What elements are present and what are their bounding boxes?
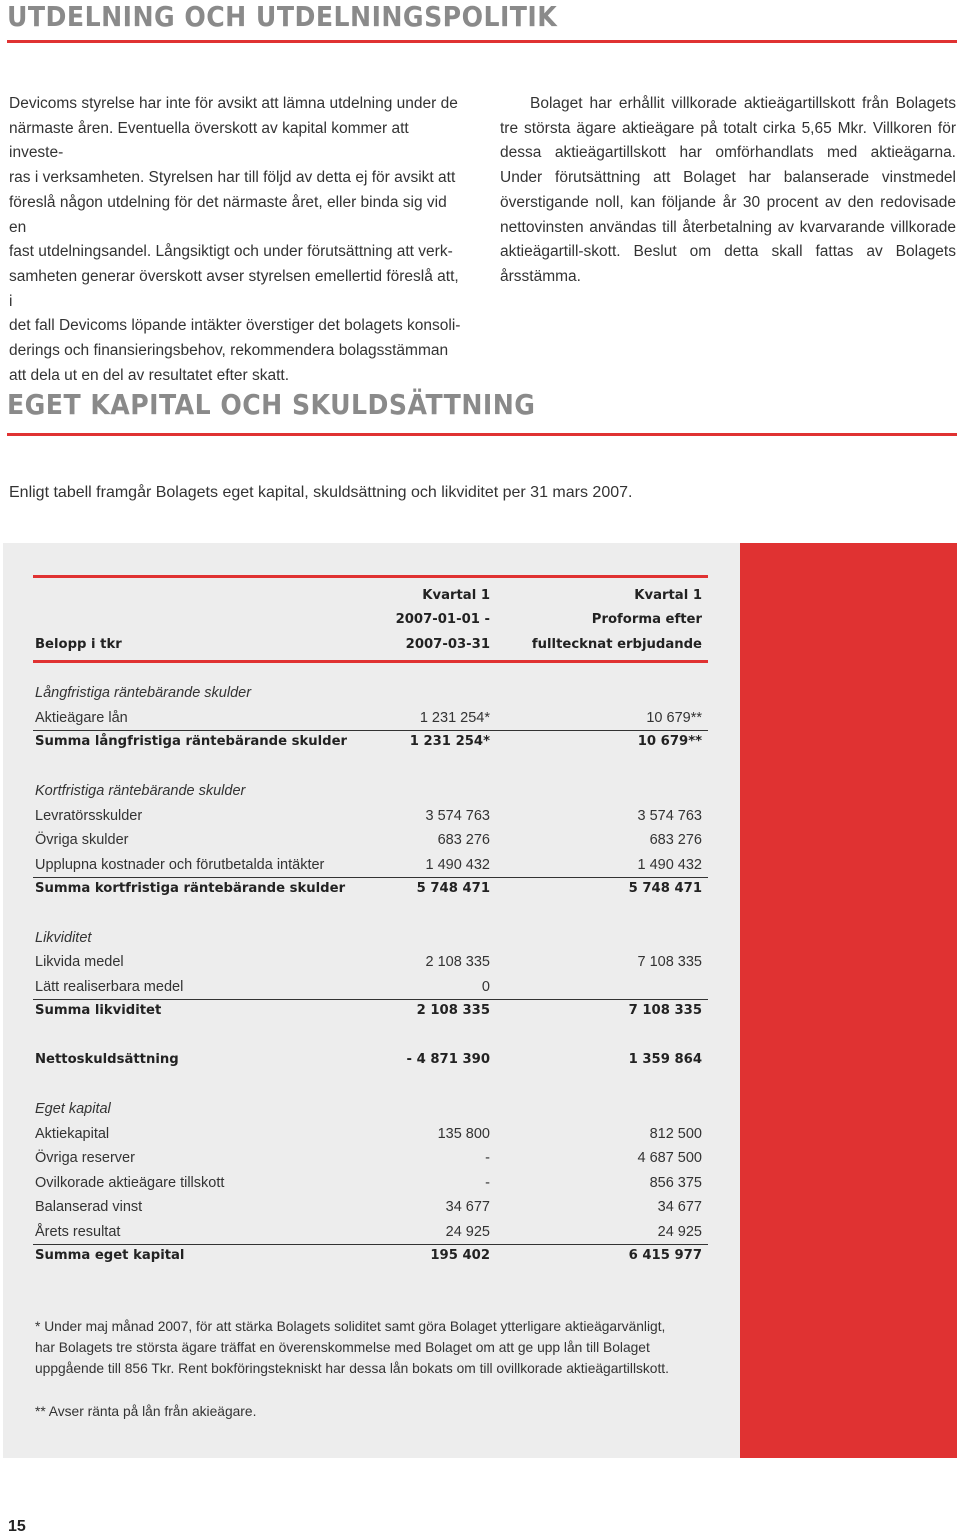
footnote-interest: ** Avser ränta på lån från akieägare. (35, 1404, 257, 1419)
sum-value: 5 748 471 (416, 881, 490, 896)
sum-rule (33, 730, 708, 731)
row-value: - (485, 1175, 490, 1191)
row-value: - (485, 1150, 490, 1166)
row-value: 683 276 (437, 832, 490, 848)
text-line: samheten generar överskott avser styrelsen emellertid föreslå att, i (9, 267, 459, 310)
row-label: Likvida medel (35, 954, 124, 970)
sum-label: Summa kortfristiga räntebärande skulder (35, 881, 346, 896)
net-debt-value: - 4 871 390 (406, 1052, 490, 1067)
row-value: 683 276 (649, 832, 702, 848)
row-value: 3 574 763 (637, 808, 702, 824)
section-title-dividend: UTDELNING OCH UTDELNINGSPOLITIK (7, 0, 558, 33)
row-label: Övriga skulder (35, 832, 129, 848)
row-value: 856 375 (649, 1175, 702, 1191)
sum-value: 6 415 977 (628, 1248, 702, 1263)
row-label: Övriga reserver (35, 1150, 135, 1166)
row-value: 24 925 (445, 1224, 490, 1240)
net-debt-value: 1 359 864 (628, 1052, 702, 1067)
group-heading: Långfristiga räntebärande skulder (35, 685, 252, 701)
header-cell: Kvartal 1 (634, 588, 702, 603)
text-line: derings och finansieringsbehov, rekommendera bolagsstämman (9, 342, 449, 360)
page-number: 15 (8, 1518, 26, 1535)
section-divider (7, 433, 957, 436)
group-heading: Likviditet (35, 930, 92, 946)
red-side-bar (740, 543, 957, 1458)
header-cell: 2007-01-01 - (395, 612, 490, 627)
row-value: 2 108 335 (425, 954, 490, 970)
text-line: att dela ut en del av resultatet efter skatt. (9, 366, 290, 384)
group-heading: Kortfristiga räntebärande skulder (35, 783, 246, 799)
text-line: fast utdelningsandel. Långsiktigt och under förutsättning att verk- (9, 243, 453, 261)
header-cell: fulltecknat erbjudande (531, 637, 702, 652)
footnote-loan (35, 1316, 725, 1379)
row-value: 3 574 763 (425, 808, 490, 824)
row-label: Balanserad vinst (35, 1199, 143, 1215)
text-line: närmaste åren. Eventuella överskott av kapital kommer att investe- (9, 119, 409, 162)
sum-label: Summa långfristiga räntebärande skulder (35, 734, 348, 749)
row-value: 10 679** (646, 710, 702, 726)
row-label: Ovilkorade aktieägare tillskott (35, 1175, 225, 1191)
footnote-line: * Under maj månad 2007, för att stärka Bolagets soliditet samt göra Bolaget ytterligare aktieägarvänligt, (35, 1319, 666, 1334)
row-value: 0 (481, 979, 490, 995)
sum-value: 1 231 254* (409, 734, 490, 749)
sum-value: 2 108 335 (416, 1003, 490, 1018)
row-value: 24 925 (657, 1224, 702, 1240)
header-cell: Belopp i tkr (35, 637, 122, 652)
section-divider (7, 40, 957, 43)
row-value: 1 490 432 (637, 857, 702, 873)
row-value: 135 800 (437, 1126, 490, 1142)
row-value: 1 231 254* (419, 710, 490, 726)
row-value: 34 677 (657, 1199, 702, 1215)
sum-value: 195 402 (430, 1248, 490, 1263)
text-line: det fall Devicoms löpande intäkter överstiger det bolagets konsoli- (9, 317, 461, 335)
text-line: ras i verksamheten. Styrelsen har till följd av detta ej för avsikt att (9, 169, 456, 187)
sum-value: 7 108 335 (628, 1003, 702, 1018)
sum-rule (33, 877, 708, 878)
section-title-equity: EGET KAPITAL OCH SKULDSÄTTNING (7, 388, 536, 421)
row-label: Aktiekapital (35, 1126, 110, 1142)
sum-value: 5 748 471 (628, 881, 702, 896)
header-cell: 2007-03-31 (405, 637, 490, 652)
sum-label: Summa eget kapital (35, 1248, 185, 1263)
table-top-rule (33, 575, 708, 578)
dividend-text-left (9, 92, 464, 388)
footnote-line: uppgående till 856 Tkr. Rent bokföringstekniskt har dessa lån bokats om till ovillkorade aktieägartillskott. (35, 1361, 669, 1376)
text-line: Devicoms styrelse har inte för avsikt att lämna utdelning under de (9, 95, 458, 112)
header-cell: Kvartal 1 (422, 588, 490, 603)
sum-rule (33, 999, 708, 1000)
net-debt-label: Nettoskuldsättning (35, 1052, 179, 1067)
header-rule (33, 660, 708, 663)
dividend-text-right: Bolaget har erhållit villkorade aktieägartillskott från Bolagets tre största ägare aktieägare på totalt cirka 5,65 Mkr. Villkoren för dessa aktieägartillskott har omförhandlats med aktieägarna. Under förutsättning att Bolaget har balanserade vinstmedel överstigande noll, kan följande år 30 procent av den redovisade nettovinsten användas till återbetalning av kvarvarande villkorade aktieägartill-skott. Beslut om detta skall fattas av Bolagets årsstämma. (500, 95, 956, 285)
row-value: 34 677 (445, 1199, 490, 1215)
row-value: 4 687 500 (637, 1150, 702, 1166)
header-cell: Proforma efter (591, 612, 702, 627)
footnote-line: har Bolagets tre största ägare träffat en överenskommelse med Bolaget om att ge upp lån till Bolaget (35, 1340, 650, 1355)
row-label: Levratörsskulder (35, 808, 143, 824)
row-value: 7 108 335 (637, 954, 702, 970)
row-label: Lätt realiserbara medel (35, 979, 184, 995)
sum-value: 10 679** (637, 734, 702, 749)
group-heading: Eget kapital (35, 1101, 111, 1117)
text-line: föreslå någon utdelning för det närmaste året, eller binda sig vid en (9, 193, 447, 236)
sum-rule (33, 1244, 708, 1245)
row-label: Aktieägare lån (35, 710, 128, 726)
row-value: 1 490 432 (425, 857, 490, 873)
row-value: 812 500 (649, 1126, 702, 1142)
row-label: Upplupna kostnader och förutbetalda intäkter (35, 857, 325, 873)
intro-text: Enligt tabell framgår Bolagets eget kapital, skuldsättning och likviditet per 31 mars 2007. (9, 484, 633, 501)
row-label: Årets resultat (35, 1224, 121, 1240)
sum-label: Summa likviditet (35, 1003, 162, 1018)
